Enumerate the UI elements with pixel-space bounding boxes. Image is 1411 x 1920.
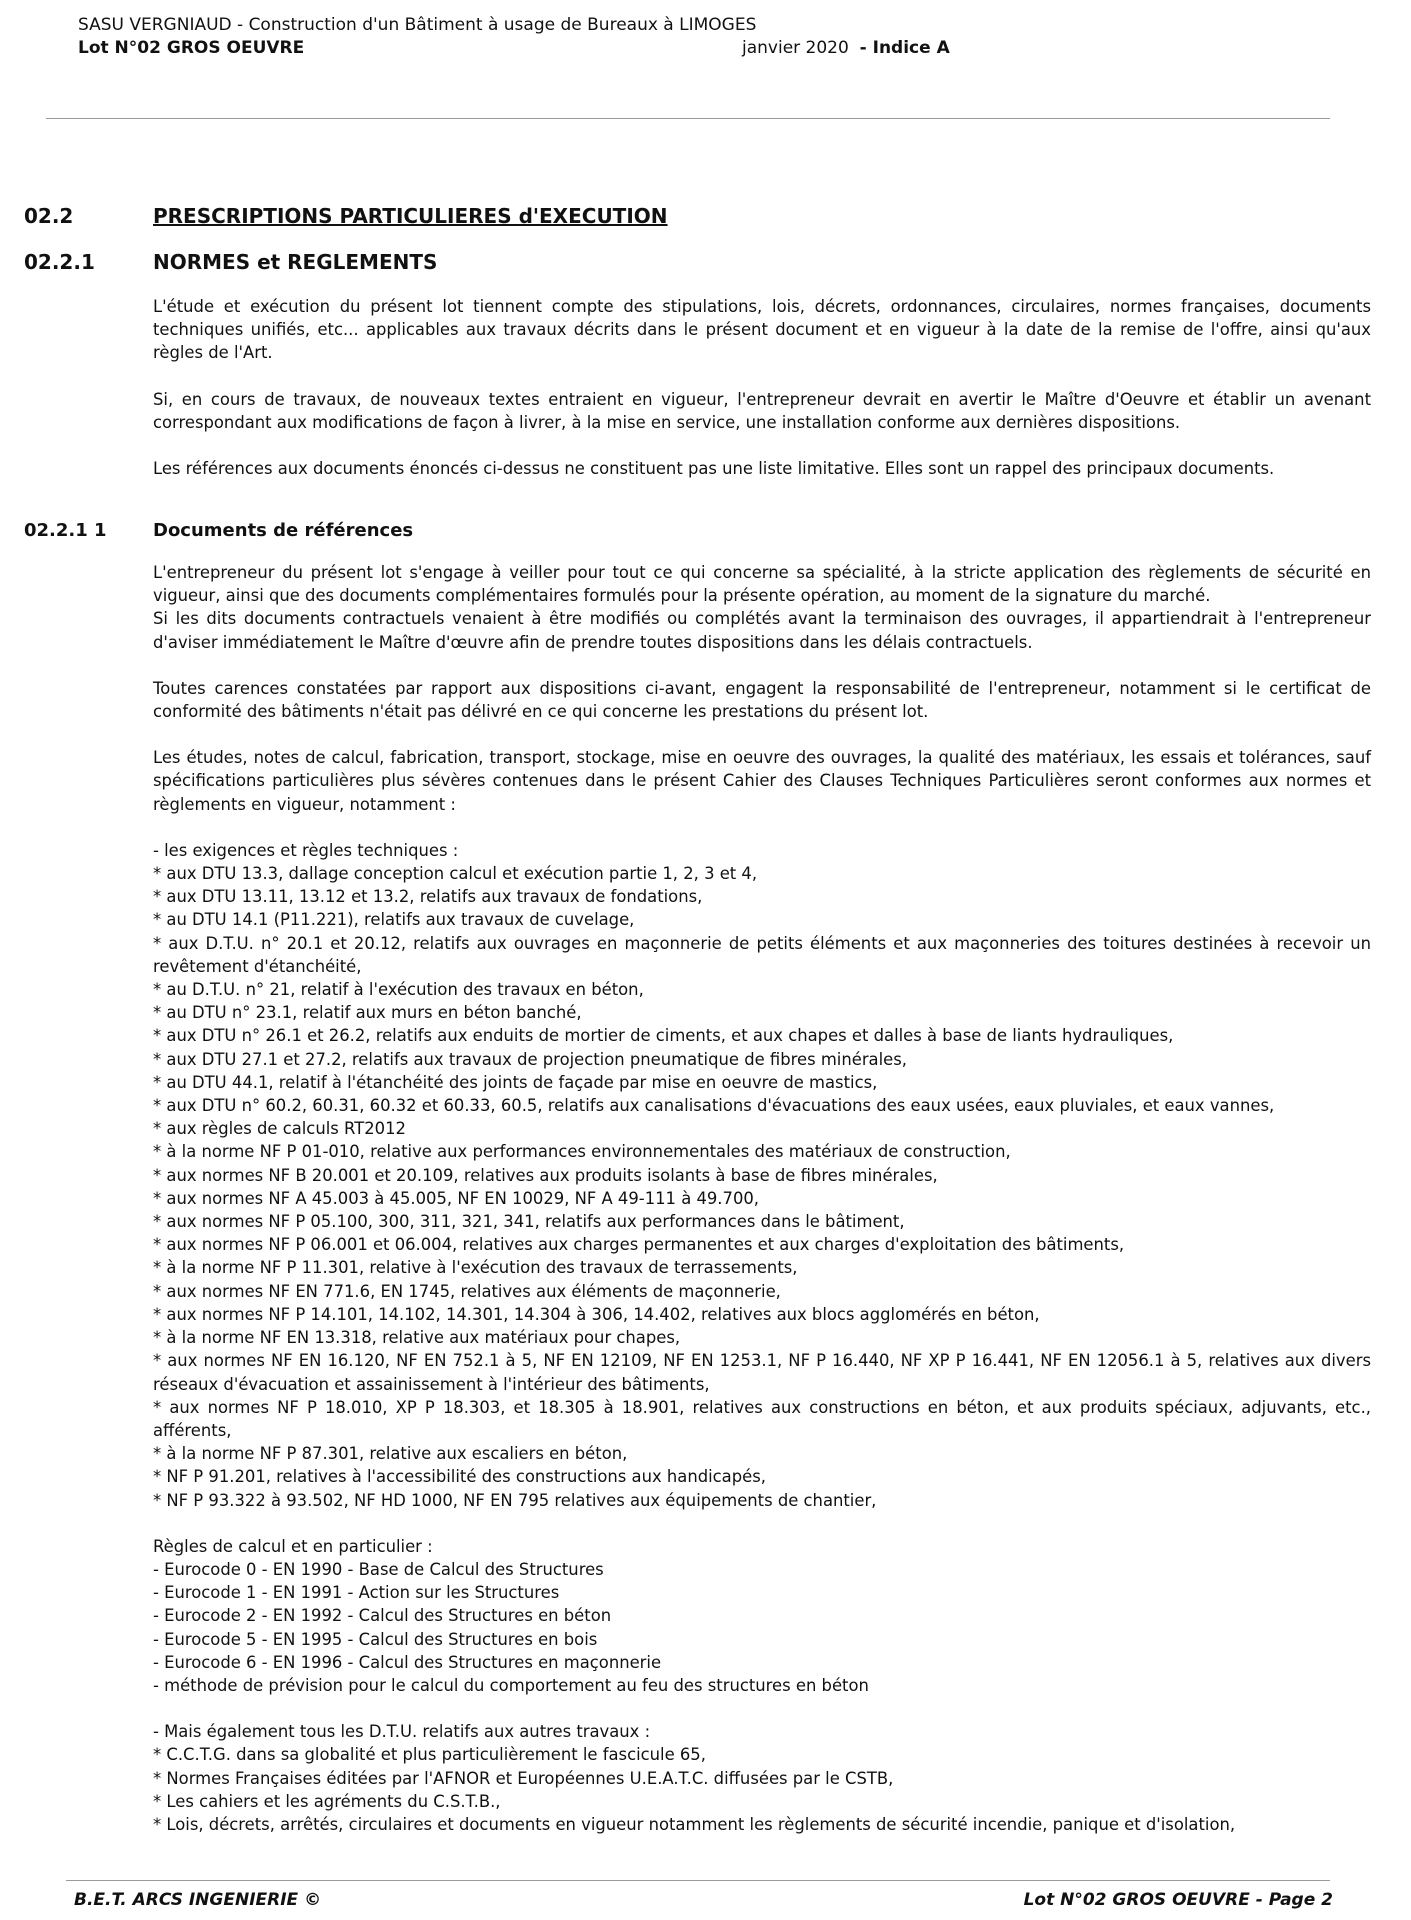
paragraph: Si les dits documents contractuels venaient à être modifiés ou complétés avant la terminaison des ouvrages, il appartiendrait à l'entrepreneur d'aviser immédiatement le Maître d'œuvre afin de prendre toutes dispositions dans les délais contractuels. bbox=[153, 609, 1371, 652]
section-number: 02.2 bbox=[24, 204, 74, 228]
list-item: * aux normes NF EN 16.120, NF EN 752.1 à 5, NF EN 12109, NF EN 1253.1, NF P 16.440, NF XP P 16.441, NF EN 12056.1 à 5, relatives aux divers réseaux d'évacuation et assainissement à l'intérieur des bâtiments, bbox=[153, 1351, 1371, 1394]
list-item: * au DTU n° 23.1, relatif aux murs en béton banché, bbox=[153, 1003, 582, 1023]
list-item: - les exigences et règles techniques : bbox=[153, 840, 459, 860]
list-item: * aux DTU n° 60.2, 60.31, 60.32 et 60.33, 60.5, relatifs aux canalisations d'évacuations des eaux usées, eaux pluviales, et eaux vannes, bbox=[153, 1096, 1275, 1116]
footer-divider bbox=[66, 1880, 1330, 1881]
normes-text-block bbox=[153, 295, 1371, 480]
list-item: * à la norme NF P 01-010, relative aux performances environnementales des matériaux de construction, bbox=[153, 1142, 1011, 1162]
subsection-number: 02.2.1 bbox=[24, 250, 95, 274]
list-item: * à la norme NF EN 13.318, relative aux matériaux pour chapes, bbox=[153, 1328, 681, 1348]
paragraph: L'entrepreneur du présent lot s'engage à veiller pour tout ce qui concerne sa spécialité, à la stricte application des règlements de sécurité en vigueur, ainsi que des documents complémentaires formulés pour la présente opération, au moment de la signature du marché. bbox=[153, 563, 1371, 606]
paragraph: Les références aux documents énoncés ci-dessus ne constituent pas une liste limitative. Elles sont un rappel des principaux documents. bbox=[153, 459, 1275, 479]
list-item: * aux normes NF P 06.001 et 06.004, relatives aux charges permanentes et aux charges d'exploitation des bâtiments, bbox=[153, 1235, 1125, 1255]
paragraph: Toutes carences constatées par rapport aux dispositions ci-avant, engagent la responsabilité de l'entrepreneur, notamment si le certificat de conformité des bâtiments n'était pas délivré en ce qui concerne les prestations du présent lot. bbox=[153, 678, 1371, 722]
other-rules-list bbox=[153, 1720, 1371, 1836]
calculation-rules-list bbox=[153, 1535, 1371, 1697]
list-item: Règles de calcul et en particulier : bbox=[153, 1536, 433, 1556]
list-item: - Eurocode 1 - EN 1991 - Action sur les Structures bbox=[153, 1583, 560, 1603]
header-index: - Indice A bbox=[859, 38, 950, 58]
header-divider bbox=[46, 118, 1330, 119]
list-item: * au DTU 44.1, relatif à l'étanchéité des joints de façade par mise en oeuvre de mastics, bbox=[153, 1072, 878, 1092]
list-item: * aux normes NF A 45.003 à 45.005, NF EN 10029, NF A 49-111 à 49.700, bbox=[153, 1188, 760, 1208]
list-item: * aux normes NF EN 771.6, EN 1745, relatives aux éléments de maçonnerie, bbox=[153, 1281, 781, 1301]
list-item: * aux D.T.U. n° 20.1 et 20.12, relatifs aux ouvrages en maçonnerie de petits éléments et aux maçonneries des toitures destinées à recevoir un revêtement d'étanchéité, bbox=[153, 933, 1371, 976]
technical-rules-list bbox=[153, 839, 1371, 1512]
list-item: - méthode de prévision pour le calcul du comportement au feu des structures en béton bbox=[153, 1675, 869, 1695]
list-item: - Eurocode 5 - EN 1995 - Calcul des Structures en bois bbox=[153, 1629, 598, 1649]
list-item: * C.C.T.G. dans sa globalité et plus particulièrement le fascicule 65, bbox=[153, 1745, 706, 1765]
list-item: * Les cahiers et les agréments du C.S.T.B., bbox=[153, 1791, 501, 1811]
list-item: - Eurocode 2 - EN 1992 - Calcul des Structures en béton bbox=[153, 1606, 612, 1626]
section-title: PRESCRIPTIONS PARTICULIERES d'EXECUTION bbox=[153, 204, 668, 228]
list-item: - Eurocode 0 - EN 1990 - Base de Calcul des Structures bbox=[153, 1559, 604, 1579]
header-project: SASU VERGNIAUD - Construction d'un Bâtiment à usage de Bureaux à LIMOGES bbox=[78, 15, 757, 35]
list-item: * aux normes NF P 05.100, 300, 311, 321, 341, relatifs aux performances dans le bâtiment, bbox=[153, 1212, 905, 1232]
paragraph: L'étude et exécution du présent lot tiennent compte des stipulations, lois, décrets, ordonnances, circulaires, normes françaises, documents techniques unifiés, etc... applicables aux travaux décrits dans le présent document et en vigueur à la date de la remise de l'offre, ainsi qu'aux règles de l'Art. bbox=[153, 297, 1371, 363]
list-item: * au D.T.U. n° 21, relatif à l'exécution des travaux en béton, bbox=[153, 980, 644, 1000]
list-item: * NF P 93.322 à 93.502, NF HD 1000, NF EN 795 relatives aux équipements de chantier, bbox=[153, 1490, 877, 1510]
paragraph: Si, en cours de travaux, de nouveaux textes entraient en vigueur, l'entrepreneur devrait en avertir le Maître d'Oeuvre et établir un avenant correspondant aux modifications de façon à livrer, à la mise en service, une installation conforme aux dernières dispositions. bbox=[153, 389, 1371, 432]
subsubsection-title: Documents de références bbox=[153, 520, 414, 541]
list-item: * aux normes NF P 14.101, 14.102, 14.301, 14.304 à 306, 14.402, relatives aux blocs agglomérés en béton, bbox=[153, 1304, 1040, 1324]
list-item: * aux règles de calculs RT2012 bbox=[153, 1119, 406, 1139]
list-item: * à la norme NF P 11.301, relative à l'exécution des travaux de terrassements, bbox=[153, 1258, 798, 1278]
list-item: * aux DTU 27.1 et 27.2, relatifs aux travaux de projection pneumatique de fibres minérales, bbox=[153, 1049, 907, 1069]
header-date-index bbox=[742, 37, 950, 59]
subsection-title: NORMES et REGLEMENTS bbox=[153, 250, 438, 274]
references-text-block bbox=[153, 561, 1371, 1836]
footer-company: B.E.T. ARCS INGENIERIE © bbox=[74, 1890, 322, 1910]
list-item: * aux DTU 13.11, 13.12 et 13.2, relatifs aux travaux de fondations, bbox=[153, 887, 703, 907]
list-item: - Mais également tous les D.T.U. relatifs aux autres travaux : bbox=[153, 1722, 651, 1742]
list-item: * à la norme NF P 87.301, relative aux escaliers en béton, bbox=[153, 1444, 628, 1464]
list-item: * au DTU 14.1 (P11.221), relatifs aux travaux de cuvelage, bbox=[153, 910, 635, 930]
header-lot: Lot N°02 GROS OEUVRE bbox=[78, 38, 305, 58]
list-item: * aux normes NF P 18.010, XP P 18.303, et 18.305 à 18.901, relatives aux constructions en béton, et aux produits spéciaux, adjuvants, etc., afférents, bbox=[153, 1397, 1371, 1440]
list-item: * Lois, décrets, arrêtés, circulaires et documents en vigueur notamment les règlements de sécurité incendie, panique et d'isolation, bbox=[153, 1814, 1236, 1834]
list-item: * aux DTU n° 26.1 et 26.2, relatifs aux enduits de mortier de ciments, et aux chapes et dalles à base de liants hydrauliques, bbox=[153, 1026, 1174, 1046]
subsubsection-number: 02.2.1 1 bbox=[24, 520, 107, 541]
list-item: * aux normes NF B 20.001 et 20.109, relatives aux produits isolants à base de fibres minérales, bbox=[153, 1165, 938, 1185]
list-item: * NF P 91.201, relatives à l'accessibilité des constructions aux handicapés, bbox=[153, 1467, 766, 1487]
list-item: - Eurocode 6 - EN 1996 - Calcul des Structures en maçonnerie bbox=[153, 1652, 662, 1672]
paragraph: Les études, notes de calcul, fabrication, transport, stockage, mise en oeuvre des ouvrages, la qualité des matériaux, les essais et tolérances, sauf spécifications particulières plus sévères contenues dans le présent Cahier des Clauses Techniques Particulières seront conformes aux normes et règlements en vigueur, notamment : bbox=[153, 748, 1371, 814]
footer-page: Lot N°02 GROS OEUVRE - Page 2 bbox=[1023, 1890, 1333, 1910]
list-item: * aux DTU 13.3, dallage conception calcul et exécution partie 1, 2, 3 et 4, bbox=[153, 864, 758, 884]
list-item: * Normes Françaises éditées par l'AFNOR et Européennes U.E.A.T.C. diffusées par le CSTB, bbox=[153, 1768, 894, 1788]
header-date: janvier 2020 bbox=[742, 38, 849, 58]
